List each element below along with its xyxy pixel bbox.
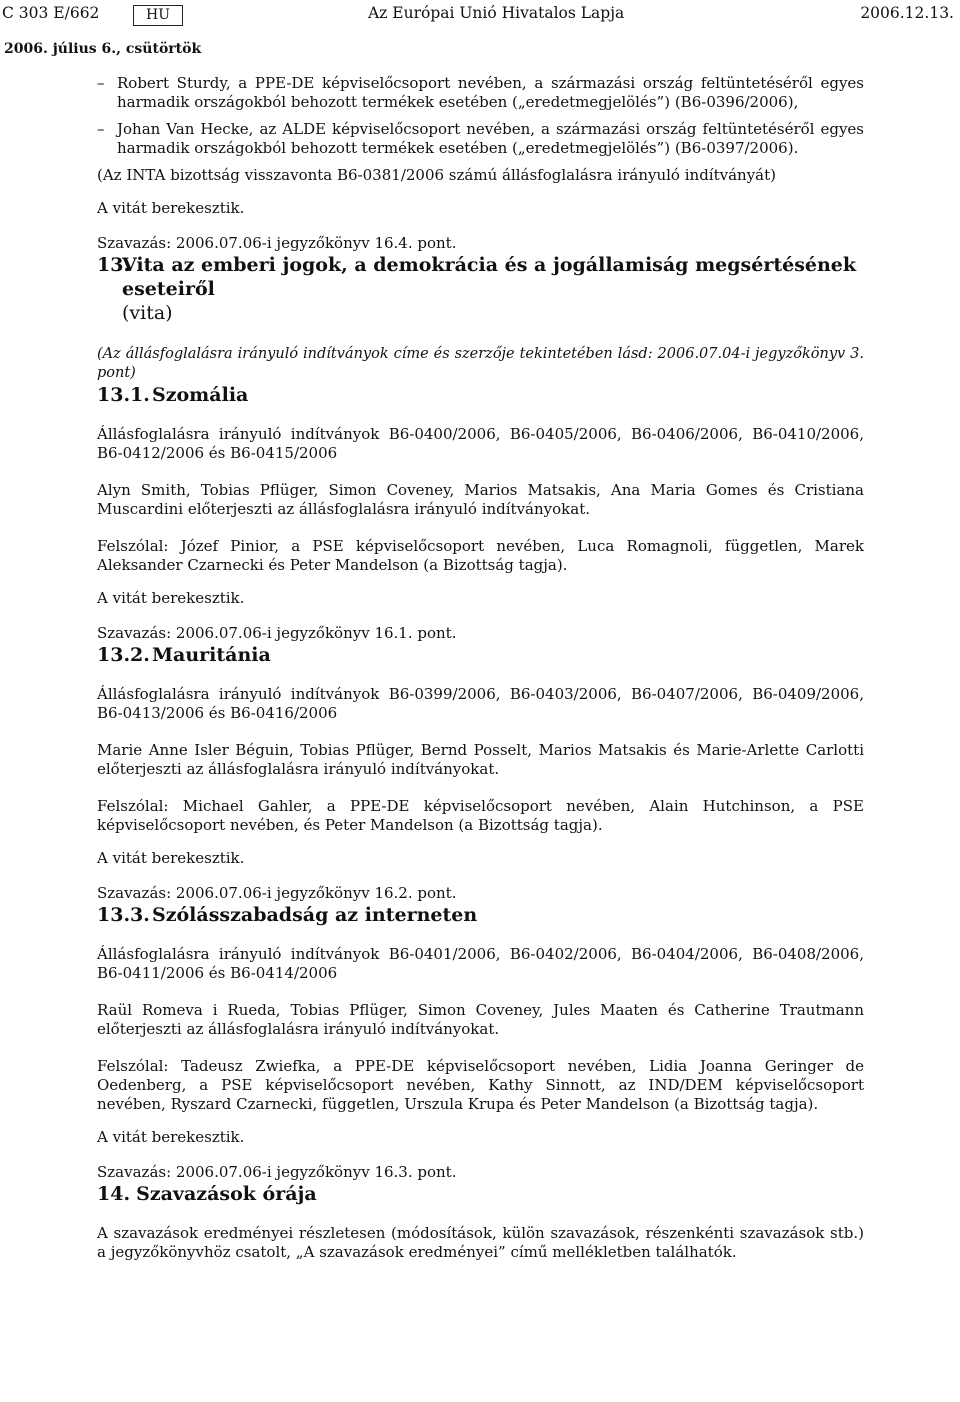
vote-reference: Szavazás: 2006.07.06-i jegyzőkönyv 16.2. pont. [97,884,457,902]
subsection-title: Mauritánia [152,644,271,666]
speakers-text: Felszólal: Michael Gahler, a PPE-DE képviselőcsoport nevében, Alain Hutchinson, a PSE képviselőcsoport nevében, és Peter Mandelson (a Bizottság tagja). [97,797,864,834]
subsection-heading-13-1 [97,383,864,407]
subsection-title: Szólásszabadság az interneten [152,904,478,926]
subsection-heading-13-2 [97,643,864,667]
speakers-text: Felszólal: Józef Pinior, a PSE képviselőcsoport nevében, Luca Romagnoli, független, Marek Aleksander Czarnecki és Peter Mandelson (a Bizottság tagja). [97,537,864,574]
motions-text: Állásfoglalásra irányuló indítványok B6-0400/2006, B6-0405/2006, B6-0406/2006, B6-0410/2006, B6-0412/2006 és B6-0415/2006 [97,425,864,462]
authors-text: Alyn Smith, Tobias Pflüger, Simon Coveney, Marios Matsakis, Ana Maria Gomes és Cristiana Muscardini előterjeszti az állásfoglalásra irányuló indítványokat. [97,481,864,518]
debate-closed: A vitát berekesztik. [97,849,245,867]
authors-text: Marie Anne Isler Béguin, Tobias Pflüger, Bernd Posselt, Marios Matsakis és Marie-Arlette Carlotti előterjeszti az állásfoglalásra irányuló indítványokat. [97,741,864,778]
authors-text: Raül Romeva i Rueda, Tobias Pflüger, Simon Coveney, Jules Maaten és Catherine Trautmann előterjeszti az állásfoglalásra irányuló indítványokat. [97,1001,864,1038]
subsection-number: 13.2. [97,644,150,666]
section-number: 14. [97,1183,131,1205]
section-note: (Az állásfoglalásra irányuló indítványok címe és szerzője tekintetében lásd: 2006.07.04-i jegyzőkönyv 3. pont) [97,346,864,381]
speakers-text: Felszólal: Tadeusz Zwiefka, a PPE-DE képviselőcsoport nevében, Lidia Joanna Geringer de Oedenberg, a PSE képviselőcsoport nevében, Kathy Sinnott, az IND/DEM képviselőcsoport nevében, Ryszard Czarnecki, független, Urszula Krupa és Peter Mandelson (a Bizottság tagja). [97,1057,864,1113]
motions-text: Állásfoglalásra irányuló indítványok B6-0399/2006, B6-0403/2006, B6-0407/2006, B6-0409/2006, B6-0413/2006 és B6-0416/2006 [97,685,864,722]
section-subtitle: (vita) [122,302,173,324]
section-number: 13. [97,254,131,276]
motions-text: Állásfoglalásra irányuló indítványok B6-0401/2006, B6-0402/2006, B6-0404/2006, B6-0408/2006, B6-0411/2006 és B6-0414/2006 [97,945,864,982]
list-item-text: Johan Van Hecke, az ALDE képviselőcsoport nevében, a származási ország feltüntetéséről egyes harmadik országokból behozott termékek esetében („eredetmegjelölés”) (B6-0397/2006). [117,120,864,157]
subsection-title: Szomália [152,384,249,406]
debate-closed: A vitát berekesztik. [97,589,245,607]
debate-closed: A vitát berekesztik. [97,1128,245,1146]
language-badge: HU [133,5,183,26]
vote-reference: Szavazás: 2006.07.06-i jegyzőkönyv 16.3. pont. [97,1163,457,1181]
section-text: A szavazások eredményei részletesen (módosítások, külön szavazások, részenkénti szavazások stb.) a jegyzőkönyvhöz csatolt, „A szavazások eredményei” című mellékletben találhatók. [97,1224,864,1261]
publication-title: Az Európai Unió Hivatalos Lapja [368,4,625,22]
vote-reference: Szavazás: 2006.07.06-i jegyzőkönyv 16.1. pont. [97,624,457,642]
sitting-date: 2006. július 6., csütörtök [4,41,202,57]
list-item-text: Robert Sturdy, a PPE-DE képviselőcsoport nevében, a származási ország feltüntetéséről egyes harmadik országokból behozott termékek esetében („eredetmegjelölés”) (B6-0396/2006), [117,74,864,111]
document-body [97,74,864,1262]
subsection-number: 13.1. [97,384,150,406]
section-heading-13 [97,253,864,325]
list-item: – Johan Van Hecke, az ALDE képviselőcsoport nevében, a származási ország feltüntetéséről egyes harmadik országokból behozott termékek esetében („eredetmegjelölés”) (B6-0397/2006). [97,120,864,157]
page-header [0,4,960,24]
section-title: Szavazások órája [136,1183,317,1205]
withdrawal-note: (Az INTA bizottság visszavonta B6-0381/2006 számú állásfoglalásra irányuló indítványát) [97,166,776,184]
list-item: – Robert Sturdy, a PPE-DE képviselőcsoport nevében, a származási ország feltüntetéséről egyes harmadik országokból behozott termékek esetében („eredetmegjelölés”) (B6-0396/2006), [97,74,864,111]
vote-reference: Szavazás: 2006.07.06-i jegyzőkönyv 16.4. pont. [97,234,457,252]
section-heading-14 [97,1182,864,1206]
subsection-heading-13-3 [97,903,864,927]
section-title: Vita az emberi jogok, a demokrácia és a jogállamiság megsértésének eseteiről [122,254,857,300]
page-reference: C 303 E/662 [2,4,100,22]
subsection-number: 13.3. [97,904,150,926]
publication-date: 2006.12.13. [860,4,954,22]
debate-closed: A vitát berekesztik. [97,199,245,217]
